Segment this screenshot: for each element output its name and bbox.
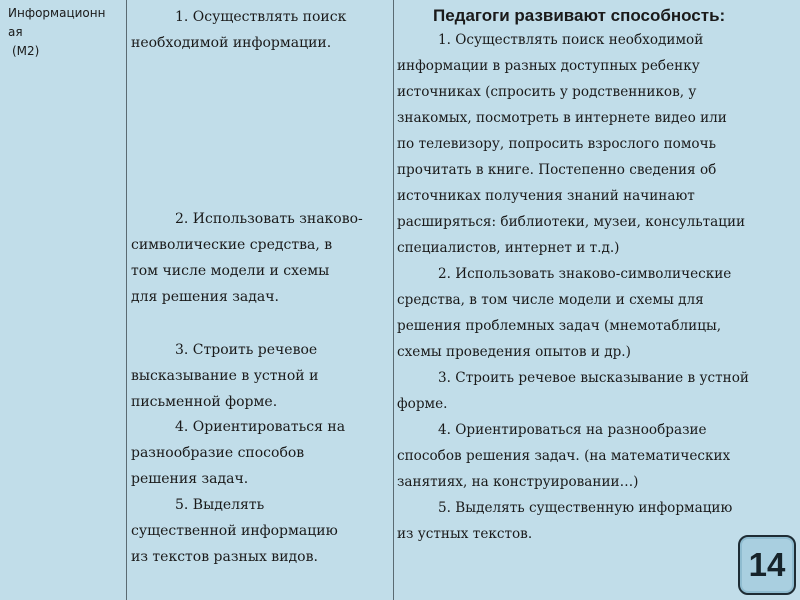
skill-item-5-line-3: из текстов разных видов. <box>131 549 318 565</box>
skill-item-4-line-1: 4. Ориентироваться на <box>175 419 346 435</box>
action-item-3-line-2: форме. <box>397 396 448 412</box>
action-item-1-line-9: специалистов, интернет и т.д.) <box>397 240 620 256</box>
skill-item-4-line-3: решения задач. <box>131 471 249 487</box>
skill-item-3 <box>131 337 318 415</box>
action-item-5 <box>397 495 732 547</box>
skill-item-4-line-2: разнообразие способов <box>131 445 305 461</box>
action-item-2-line-3: решения проблемных задач (мнемотаблицы, <box>397 318 722 334</box>
skill-item-5 <box>131 492 338 570</box>
action-item-1-line-7: источниках получения знаний начинают <box>397 188 695 204</box>
action-item-2-line-1: 2. Использовать знаково-символические <box>438 266 732 282</box>
column-category <box>0 0 127 600</box>
action-item-1-line-8: расширяться: библиотеки, музеи, консультации <box>397 214 746 230</box>
skill-item-2-line-1: 2. Использовать знаково- <box>175 211 363 227</box>
action-item-2 <box>397 261 731 365</box>
category-title-line-1: Информационн <box>8 6 106 20</box>
action-item-5-line-1: 5. Выделять существенную информацию <box>438 500 733 516</box>
action-item-4-line-2: способов решения задач. (на математических <box>397 448 731 464</box>
action-item-1-line-1: 1. Осуществлять поиск необходимой <box>438 32 704 48</box>
action-item-1-line-5: по телевизору, попросить взрослого помочь <box>397 136 716 152</box>
skill-item-2-line-3: том числе модели и схемы <box>131 263 330 279</box>
action-item-5-line-2: из устных текстов. <box>397 526 533 542</box>
skill-item-5-line-1: 5. Выделять <box>175 497 265 513</box>
action-item-1-line-3: источниках (спросить у родственников, у <box>397 84 697 100</box>
skill-item-2 <box>131 206 363 310</box>
action-item-1-line-6: прочитать в книге. Постепенно сведения об <box>397 162 717 178</box>
action-item-4-line-1: 4. Ориентироваться на разнообразие <box>438 422 707 438</box>
column-skills <box>127 0 394 600</box>
skill-item-5-line-2: существенной информацию <box>131 523 338 539</box>
category-code: (М2) <box>12 44 40 58</box>
skill-item-3-line-3: письменной форме. <box>131 394 278 410</box>
action-item-4 <box>397 417 730 495</box>
action-item-3 <box>397 365 749 417</box>
action-item-1-line-4: знакомых, посмотреть в интернете видео или <box>397 110 727 126</box>
action-item-2-line-4: схемы проведения опытов и др.) <box>397 344 631 360</box>
skill-item-3-line-1: 3. Строить речевое <box>175 342 318 358</box>
skill-item-2-line-4: для решения задач. <box>131 289 279 305</box>
skill-item-3-line-2: высказывание в устной и <box>131 368 319 384</box>
skill-item-4 <box>131 414 345 492</box>
action-item-1-line-2: информации в разных доступных ребенку <box>397 58 700 74</box>
page-number-badge: 14 <box>738 535 796 595</box>
action-item-2-line-2: средства, в том числе модели и схемы для <box>397 292 704 308</box>
skill-item-1-line-1: 1. Осуществлять поиск <box>175 9 347 25</box>
column-teacher-actions <box>394 0 800 600</box>
skill-item-2-line-2: символические средства, в <box>131 237 333 253</box>
action-item-1 <box>397 27 745 261</box>
teacher-actions-heading: Педагоги развивают способность: <box>433 6 726 25</box>
action-item-3-line-1: 3. Строить речевое высказывание в устной <box>438 370 749 386</box>
skill-item-1 <box>131 4 346 56</box>
skill-item-1-line-2: необходимой информации. <box>131 35 332 51</box>
category-title-line-2: ая <box>8 25 23 39</box>
action-item-4-line-3: занятиях, на конструировании…) <box>397 474 639 490</box>
